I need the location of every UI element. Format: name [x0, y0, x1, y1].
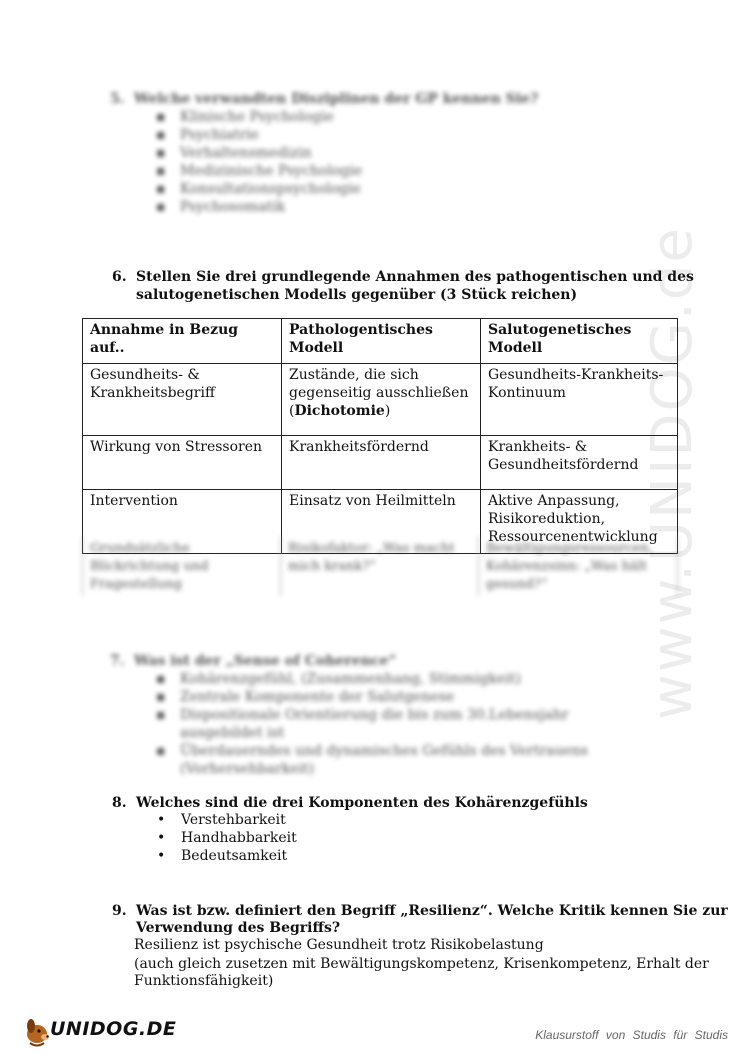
list-item: ▪ Zentrale Komponente der Salutgenese — [180, 688, 650, 706]
list-item: ▪ Überdauerndes und dynamisches Gefühls des Vertrauens (Vorhersehbarkeit) — [180, 742, 650, 778]
question-9-line2: Verwendung des Begriffs? — [136, 920, 341, 936]
footer-tagline: Klausurstoff von Studis für Studis — [535, 1028, 728, 1042]
table-cell: Zustände, die sich gegenseitig ausschließen (Dichotomie) — [282, 364, 481, 436]
list-item: ▪ Klinische Psychologie — [180, 108, 362, 126]
question-6-line2: salutogenetischen Modells gegenüber (3 Stück reichen) — [136, 287, 578, 303]
list-item: ▪ Konsultationspsychologie — [180, 180, 362, 198]
question-5-text: Welche verwandten Disziplinen der GP kennen Sie? — [134, 91, 539, 107]
question-9-number: 9. — [112, 903, 127, 919]
list-item: ▪ Kohärenzgefühl, (Zusammenhang, Stimmigkeit) — [180, 670, 650, 688]
table-cell: Einsatz von Heilmitteln — [282, 490, 481, 554]
question-8-list — [181, 811, 297, 865]
table-cell: Risikofaktor: „Was macht mich krank?“ — [280, 536, 478, 596]
table-cell: Gesundheits-Krankheits-Kontinuum — [481, 364, 678, 436]
list-item: ▪ Verhaltensmedizin — [180, 144, 362, 162]
list-item: • Handhabbarkeit — [181, 829, 297, 847]
table-row — [83, 436, 678, 490]
comparison-table — [82, 318, 678, 554]
question-6 — [112, 268, 694, 286]
question-7-text: Was ist der „Sense of Coherence“ — [134, 653, 397, 669]
table-cell: Krankheits- & Gesundheitsfördernd — [481, 436, 678, 490]
logo-text: UNIDOG.DE — [50, 1018, 177, 1040]
list-item: ▪ Psychosomatik — [180, 198, 362, 216]
table-header: Salutogenetisches Modell — [481, 319, 678, 364]
table-cell: Bewältigungsressourcen, Kohärenzsinn: „Was hält gesund?“ — [478, 536, 678, 596]
list-item: ▪ Medizinische Psychologie — [180, 162, 362, 180]
question-5-list — [180, 108, 362, 216]
dichotomie-term: Dichotomie — [294, 403, 385, 419]
table-cell: Gesundheits- & Krankheitsbegriff — [83, 364, 282, 436]
question-8-text: Welches sind die drei Komponenten des Kohärenzgefühls — [136, 795, 588, 811]
question-7-list — [180, 670, 650, 778]
question-7 — [110, 652, 396, 670]
question-6-number: 6. — [112, 269, 127, 285]
table-cell: Aktive Anpassung, Risikoreduktion, Ressourcenentwicklung — [481, 490, 678, 554]
question-5 — [110, 90, 538, 108]
list-item: • Bedeutsamkeit — [181, 847, 297, 865]
table-cell: Intervention — [83, 490, 282, 554]
list-item: ▪ Psychiatrie — [180, 126, 362, 144]
list-item: • Verstehbarkeit — [181, 811, 297, 829]
watermark: www.UNIDOG.de — [640, 226, 705, 720]
table-row — [83, 364, 678, 436]
table-cell: Wirkung von Stressoren — [83, 436, 282, 490]
question-6-line1: Stellen Sie drei grundlegende Annahmen des pathogentischen und des — [136, 269, 694, 285]
question-5-number: 5. — [110, 91, 125, 107]
question-8 — [112, 794, 588, 812]
table-cell: Krankheitsfördernd — [282, 436, 481, 490]
table-header: Pathologentisches Modell — [282, 319, 481, 364]
question-9-answer2: (auch gleich zusetzen mit Bewältigungskompetenz, Krisenkompetenz, Erhalt der — [134, 956, 709, 972]
blurred-table-row — [82, 536, 678, 598]
question-9-answer3: Funktionsfähigkeit) — [134, 973, 274, 989]
table-header: Annahme in Bezug auf.. — [83, 319, 282, 364]
question-7-number: 7. — [110, 653, 125, 669]
table-header-row — [83, 319, 678, 364]
question-9-line1: Was ist bzw. definiert den Begriff „Resilienz“. Welche Kritik kennen Sie zur — [136, 903, 728, 919]
question-9 — [112, 902, 728, 920]
table-cell: Grundsätzliche Blickrichtung und Fragestellung — [82, 536, 280, 596]
question-8-number: 8. — [112, 795, 127, 811]
list-item: ▪ Dispositionale Orientierung die bis zum 30.Lebensjahr ausgebildet ist — [180, 706, 650, 742]
question-9-answer1: Resilienz ist psychische Gesundheit trotz Risikobelastung — [134, 937, 544, 953]
